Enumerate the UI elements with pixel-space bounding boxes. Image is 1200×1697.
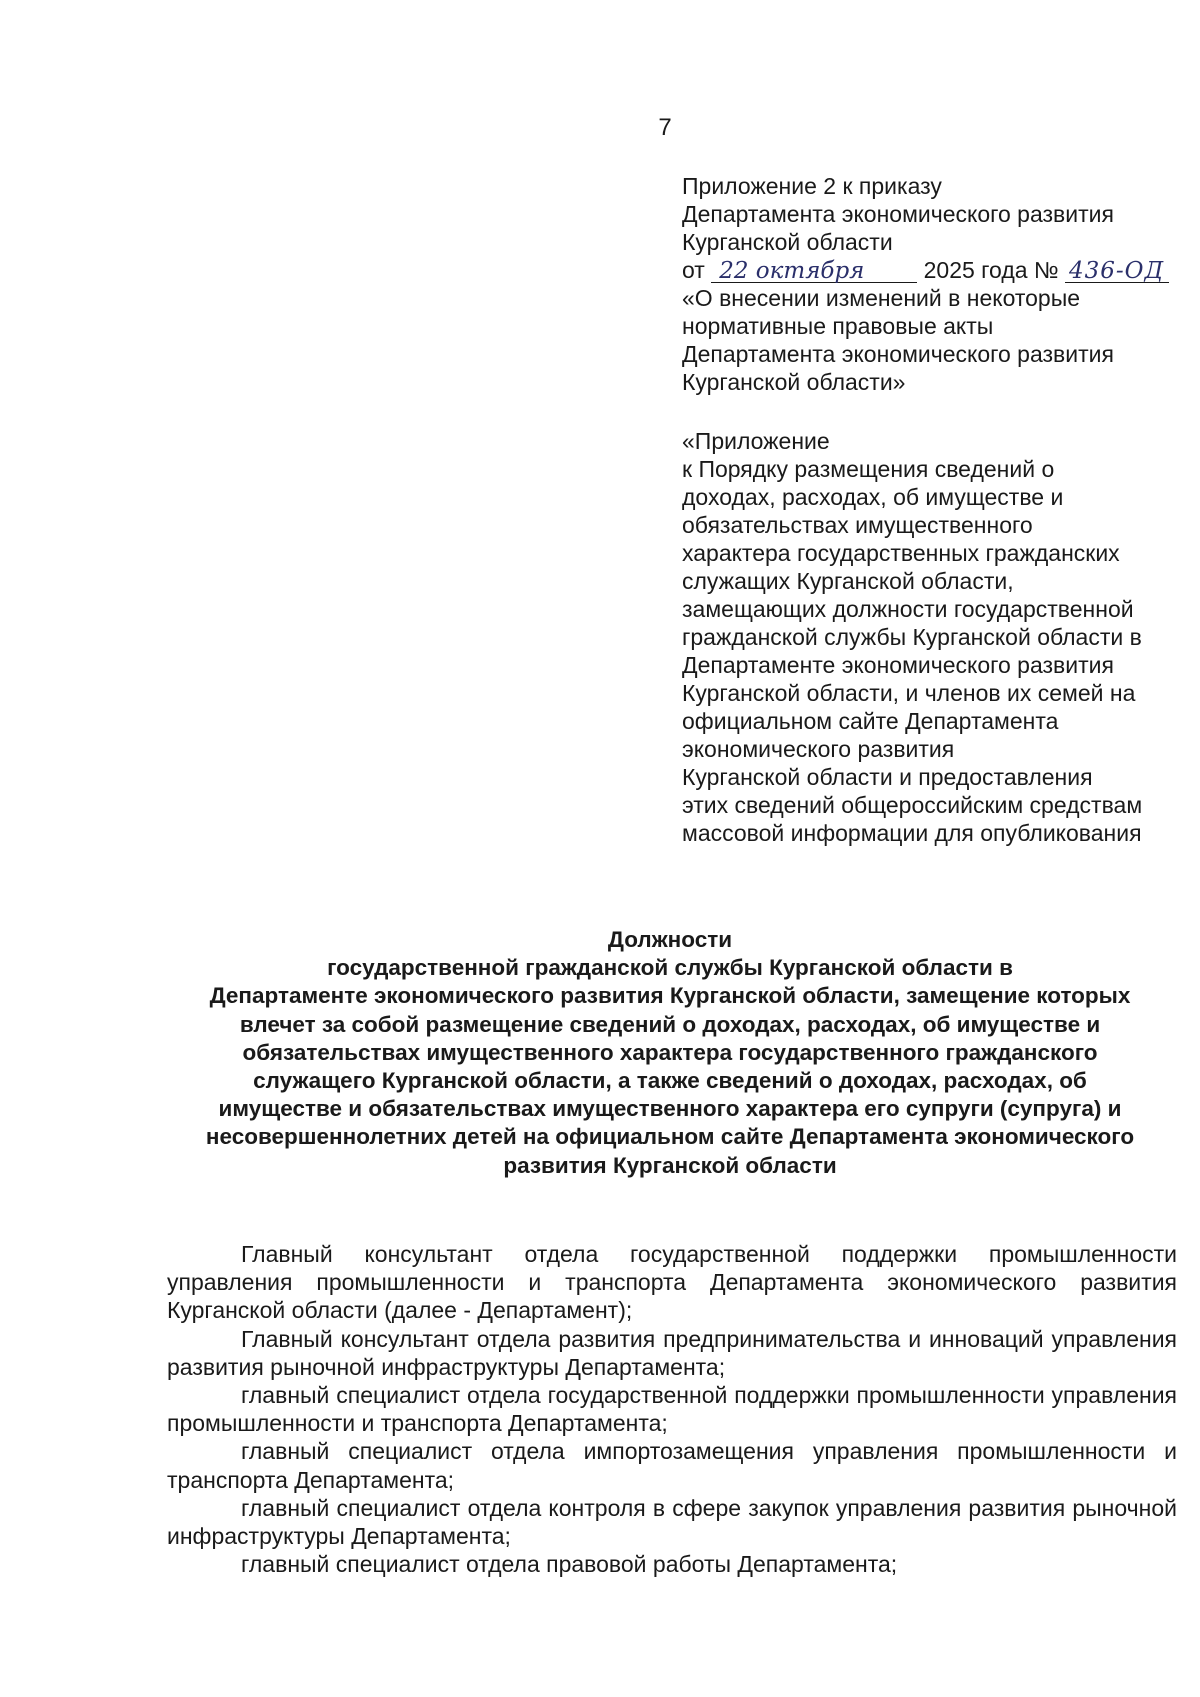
annex-procedure-line: Департаменте экономического развития	[682, 652, 1114, 678]
annex-procedure-line: гражданской службы Курганской области в	[682, 624, 1142, 650]
positions-list	[167, 1240, 1177, 1578]
annex-order-line: Приложение 2 к приказу	[682, 173, 942, 199]
annex-order-title-line: Курганской области»	[682, 369, 906, 395]
date-year: 2025 года №	[923, 257, 1059, 283]
annex-procedure-line: к Порядку размещения сведений о	[682, 456, 1055, 482]
annex-procedure-line: служащих Курганской области,	[682, 568, 1014, 594]
title-line: служащего Курганской области, а также сведений о доходах, расходах, об	[253, 1068, 1087, 1094]
position-item: главный специалист отдела правовой работы Департамента;	[241, 1551, 898, 1578]
page-number: 7	[658, 114, 672, 141]
annex-order-line: Курганской области	[682, 229, 893, 255]
annex-procedure-line: Курганской области, и членов их семей на	[682, 680, 1136, 706]
annex-procedure-line: замещающих должности государственной	[682, 596, 1134, 622]
position-item: главный специалист отдела импортозамещения управления промышленности и транспорта Департамента;	[167, 1438, 1177, 1493]
annex-procedure-line: обязательствах имущественного	[682, 512, 1033, 538]
date-prefix: от	[682, 257, 705, 283]
position-item: главный специалист отдела контроля в сфере закупок управления развития рыночной инфраструктуры Департамента;	[167, 1494, 1177, 1550]
annex-order-title-line: «О внесении изменений в некоторые	[682, 285, 1081, 311]
annex-order-title-line: нормативные правовые акты	[682, 313, 994, 339]
title-line: Департаменте экономического развития Курганской области, замещение которых	[209, 983, 1131, 1009]
annex-procedure-line: доходах, расходах, об имуществе и	[682, 484, 1064, 510]
annex-procedure-line: характера государственных гражданских	[682, 540, 1120, 566]
document-title	[160, 926, 1180, 1180]
handwritten-date: 22 октября	[711, 260, 917, 283]
title-line: Должности	[607, 927, 733, 952]
title-line: имуществе и обязательствах имущественного характера его супруги (супруга) и	[218, 1096, 1122, 1122]
title-line: влечет за собой размещение сведений о доходах, расходах, об имуществе и	[239, 1011, 1101, 1037]
annex-order-date-line	[682, 256, 1182, 284]
position-item: главный специалист отдела государственной поддержки промышленности управления промышленности и транспорта Департамента;	[167, 1382, 1177, 1437]
title-line: несовершеннолетних детей на официальном сайте Департамента экономического	[205, 1124, 1135, 1150]
position-item: Главный консультант отдела государственной поддержки промышленности управления промышленности и транспорта Департамента экономического развития Курганской области (далее - Департамент);	[167, 1241, 1177, 1324]
annex-procedure-line: Курганской области и предоставления	[682, 764, 1093, 790]
annex-procedure-block	[682, 427, 1192, 847]
annex-procedure-line: массовой информации для опубликования	[682, 820, 1142, 846]
annex-procedure-line: экономического развития	[682, 736, 955, 762]
title-line: обязательствах имущественного характера государственного гражданского	[242, 1039, 1098, 1065]
annex-order-line: Департамента экономического развития	[682, 201, 1114, 227]
annex-order-block	[682, 172, 1182, 396]
handwritten-order-number: 436-ОД	[1065, 260, 1169, 283]
annex-order-title-line: Департамента экономического развития	[682, 341, 1114, 367]
position-item: Главный консультант отдела развития предпринимательства и инноваций управления развития рыночной инфраструктуры Департамента;	[167, 1325, 1177, 1380]
title-line: государственной гражданской службы Курганской области в	[327, 955, 1013, 981]
annex-procedure-line: «Приложение	[682, 428, 830, 454]
title-line: развития Курганской области	[503, 1152, 837, 1178]
annex-procedure-line: этих сведений общероссийским средствам	[682, 792, 1143, 818]
annex-procedure-line: официальном сайте Департамента	[682, 708, 1059, 734]
